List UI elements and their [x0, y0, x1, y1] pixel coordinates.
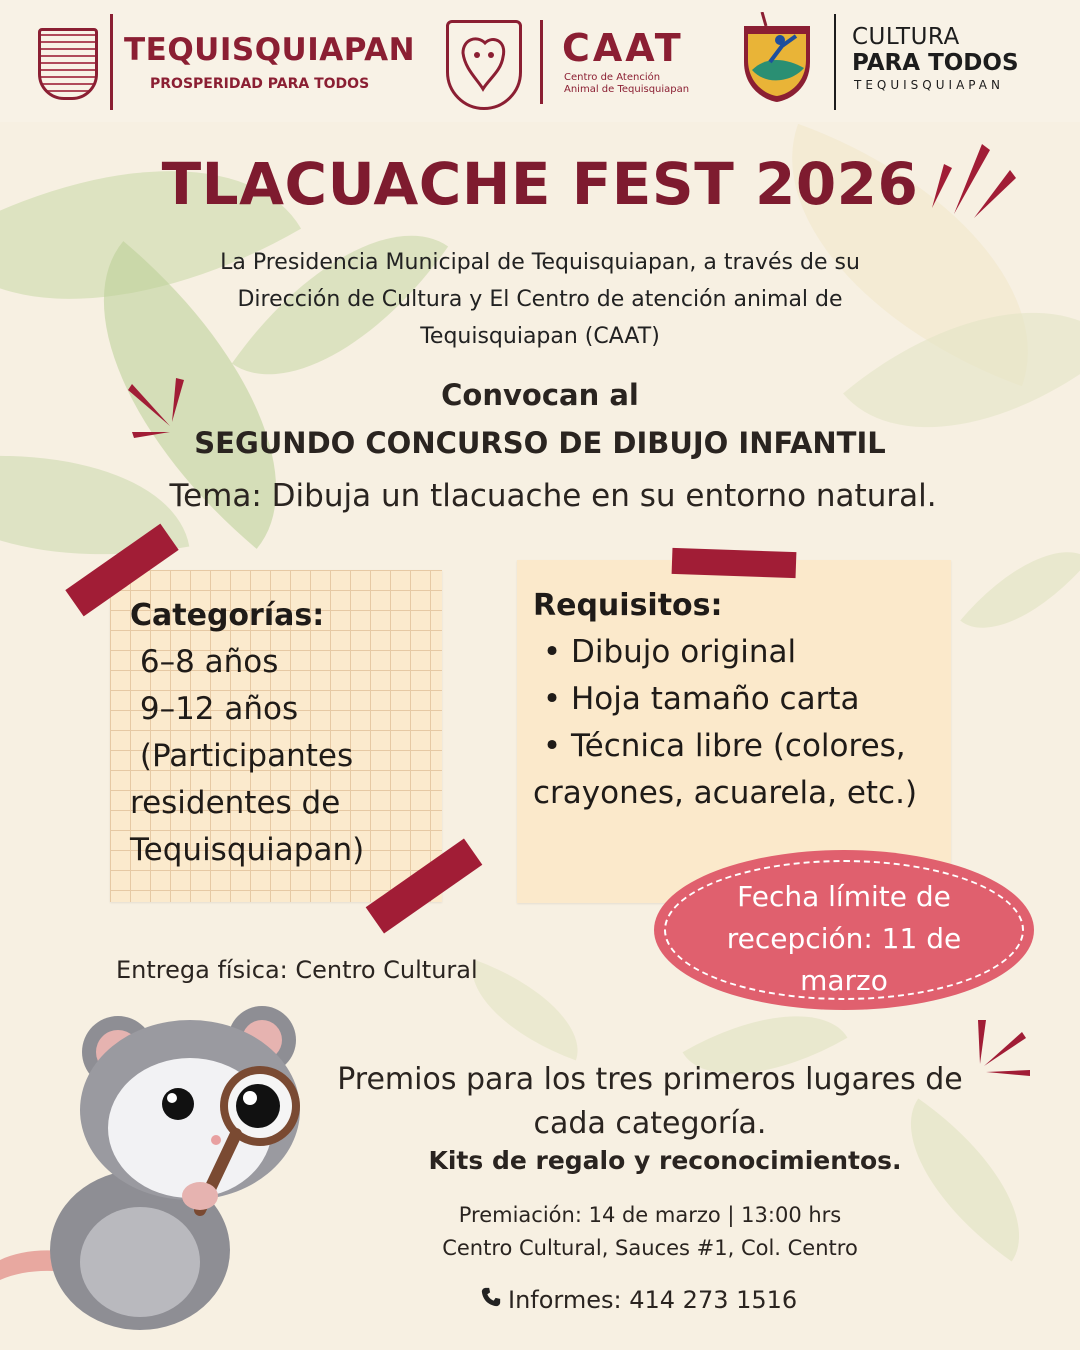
requirement-item: • Hoja tamaño carta	[533, 681, 860, 717]
theme-text: Tema: Dibuja un tlacuache en su entorno natural.	[169, 478, 937, 514]
category-item: 6–8 años	[130, 644, 279, 680]
category-note: residentes de	[130, 785, 341, 821]
deadline-text	[654, 876, 1034, 1002]
cultura-dancer-icon	[740, 12, 814, 104]
prizes-line-1: Premios para los tres primeros lugares de	[337, 1062, 963, 1097]
categories-heading: Categorías:	[130, 598, 325, 633]
requirements-content	[533, 582, 917, 817]
caat-pet-icon	[446, 20, 522, 110]
kits-text: Kits de regalo y reconocimientos.	[428, 1146, 902, 1175]
caat-subtitle-2: Animal de Tequisquiapan	[564, 84, 690, 95]
requirement-item: crayones, acuarela, etc.)	[533, 775, 918, 811]
deadline-line-3: marzo	[800, 964, 888, 997]
contact-info	[480, 1286, 810, 1314]
cultura-line-1: CULTURA	[852, 24, 960, 50]
phone-icon	[480, 1286, 502, 1314]
categories-card	[110, 570, 442, 902]
requirements-heading: Requisitos:	[533, 588, 723, 623]
requirement-item: • Técnica libre (colores,	[533, 728, 906, 764]
contest-heading: SEGUNDO CONCURSO DE DIBUJO INFANTIL	[194, 426, 886, 460]
tape-decoration	[672, 548, 797, 578]
delivery-text: Entrega física: Centro Cultural	[116, 956, 478, 984]
event-title: TLACUACHE FEST 2026	[161, 150, 919, 218]
intro-line-1: La Presidencia Municipal de Tequisquiapan, a través de su	[220, 250, 860, 275]
prizes-line-2: cada categoría.	[533, 1106, 767, 1141]
tequisquiapan-name: TEQUISQUIAPAN	[124, 32, 416, 68]
intro-line-2: Dirección de Cultura y El Centro de atención animal de	[237, 287, 843, 312]
title-burst-icon	[922, 138, 1018, 222]
cultura-line-3: TEQUISQUIAPAN	[854, 78, 1004, 92]
category-note: (Participantes	[130, 738, 354, 774]
tequisquiapan-tagline: PROSPERIDAD PARA TODOS	[150, 76, 370, 92]
caat-name: CAAT	[562, 26, 684, 70]
award-date: Premiación: 14 de marzo | 13:00 hrs	[458, 1203, 842, 1227]
intro-line-3: Tequisquiapan (CAAT)	[420, 324, 660, 349]
award-location: Centro Cultural, Sauces #1, Col. Centro	[442, 1236, 858, 1260]
intro-text	[140, 244, 940, 355]
category-note: Tequisquiapan)	[130, 832, 365, 868]
opossum-illustration	[0, 1000, 330, 1350]
categories-content	[130, 592, 364, 874]
contact-text: Informes: 414 273 1516	[508, 1286, 798, 1314]
requirement-item: • Dibujo original	[533, 634, 797, 670]
caat-subtitle-1: Centro de Atención	[564, 72, 661, 83]
category-item: 9–12 años	[130, 691, 299, 727]
deadline-badge	[654, 850, 1034, 1010]
deadline-line-2: recepción: 11 de	[726, 922, 962, 955]
convocan-heading: Convocan al	[441, 378, 639, 412]
deadline-line-1: Fecha límite de	[737, 880, 951, 913]
tequisquiapan-shield-icon	[38, 28, 98, 100]
prizes-text	[300, 1058, 1000, 1146]
header	[0, 0, 1080, 122]
cultura-line-2: PARA TODOS	[852, 50, 1019, 76]
